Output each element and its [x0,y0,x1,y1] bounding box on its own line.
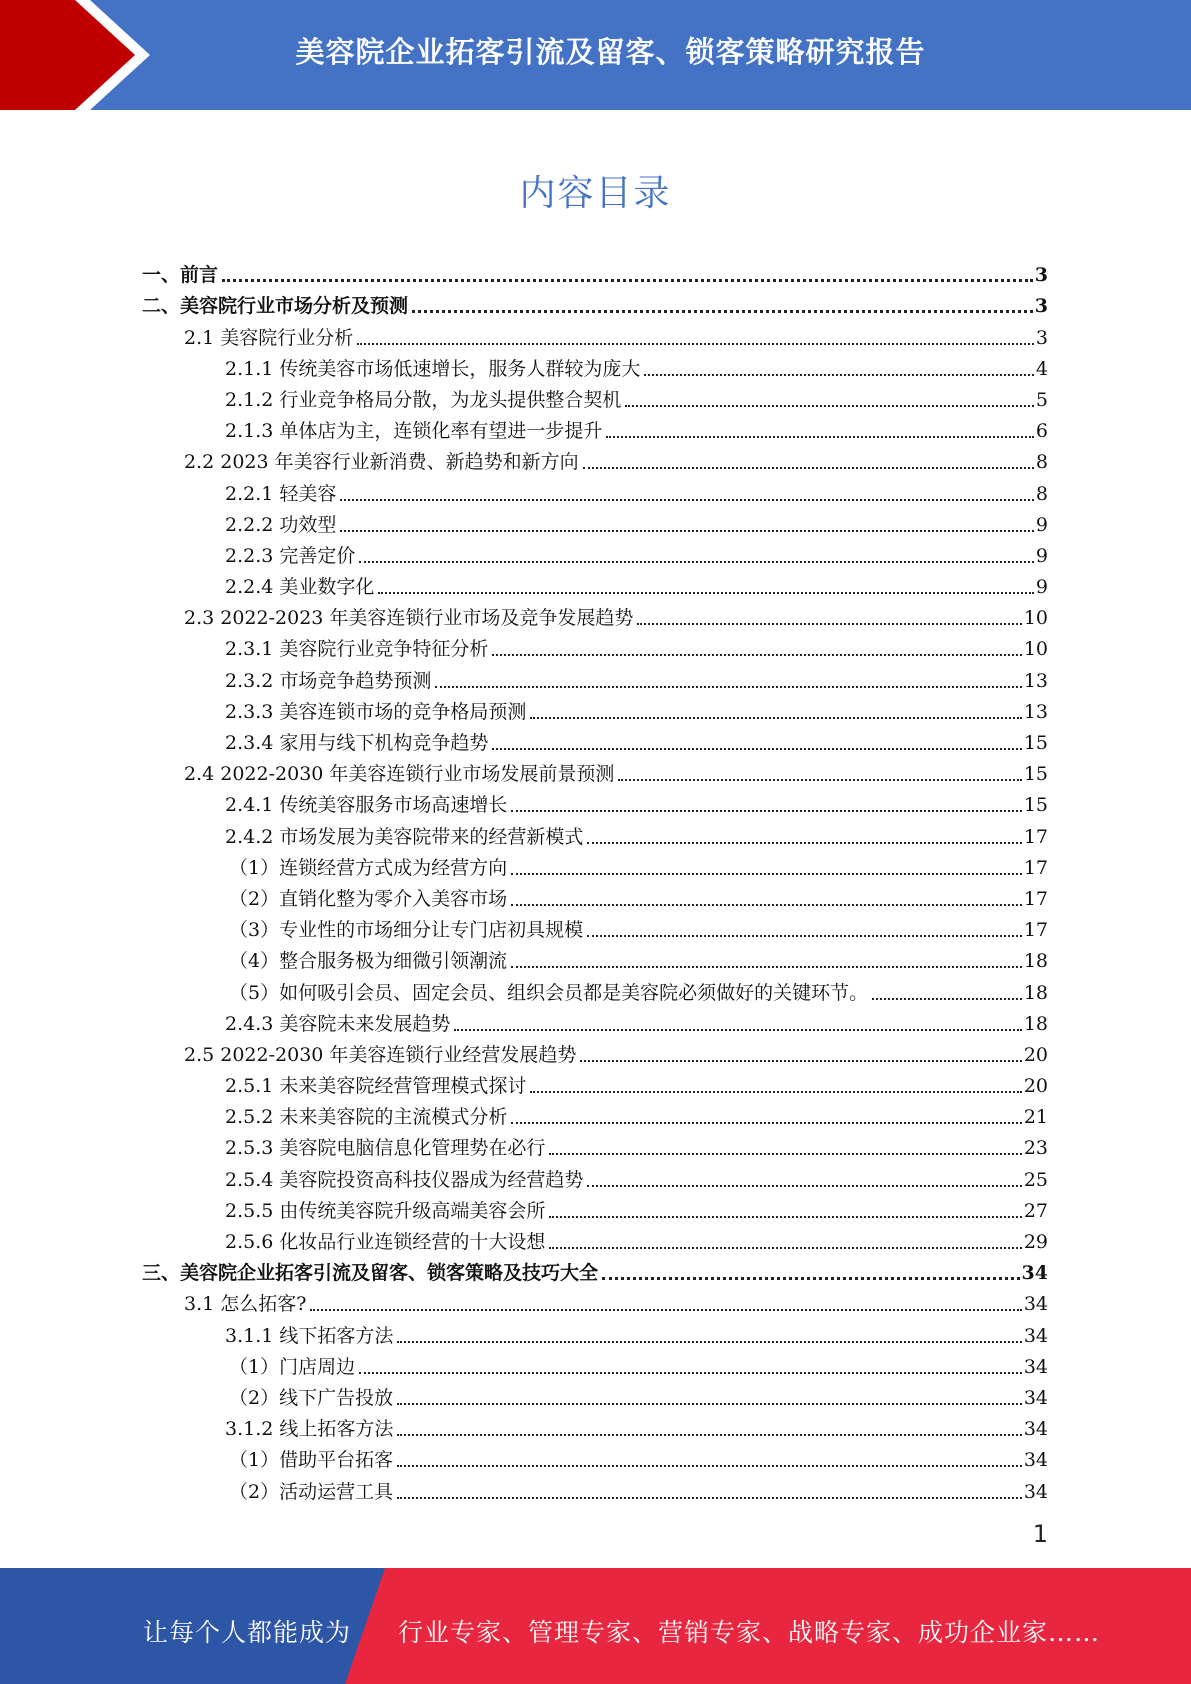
toc-entry[interactable] [142,1003,1048,1034]
toc-entry-page: 6 [1035,420,1048,443]
toc-dot-leader [359,1372,1022,1374]
toc-entry-title: （1）借助平台拓客 [229,1449,394,1472]
toc-dot-leader [378,592,1034,594]
toc-dot-leader [606,436,1034,438]
toc-entry-page: 4 [1035,357,1048,380]
toc-dot-leader [397,1497,1022,1499]
toc-entry[interactable] [142,1439,1048,1470]
toc-entry[interactable] [142,784,1048,815]
toc-entry-page: 34 [1023,1480,1048,1503]
toc-entry-title: 2.3.3 美容连锁市场的竞争格局预测 [225,700,527,723]
toc-entry[interactable] [142,878,1048,909]
toc-entry-title: 2.1.1 传统美容市场低速增长，服务人群较为庞大 [225,357,641,380]
toc-entry-page: 34 [1023,1355,1048,1378]
toc-dot-leader [511,1122,1021,1124]
toc-entry-page: 9 [1035,513,1048,536]
toc-dot-leader [549,1153,1021,1155]
toc-entry-page: 8 [1035,451,1048,474]
toc-dot-leader [511,966,1022,968]
toc-dot-leader [511,810,1021,812]
toc-entry-page: 17 [1023,825,1048,848]
toc-entry-title: 2.5.2 未来美容院的主流模式分析 [225,1106,508,1129]
toc-dot-leader [587,842,1021,844]
toc-entry[interactable] [142,659,1048,690]
toc-entry-title: 2.5.3 美容院电脑信息化管理势在必行 [225,1137,546,1160]
toc-entry-title: 2.2.3 完善定价 [225,544,356,567]
toc-entry[interactable] [142,1034,1048,1065]
toc-entry[interactable] [142,410,1048,441]
toc-entry-title: （2）活动运营工具 [229,1480,394,1503]
toc-entry[interactable] [142,1127,1048,1158]
toc-entry[interactable] [142,1221,1048,1252]
toc-entry-page: 15 [1023,763,1048,786]
toc-entry-title: 2.2.1 轻美容 [225,482,337,505]
toc-entry-page: 34 [1023,1418,1048,1441]
toc-entry-title: 3.1.1 线下拓客方法 [225,1324,394,1347]
toc-dot-leader [549,1216,1021,1218]
toc-dot-leader [397,1434,1021,1436]
toc-entry[interactable] [142,1190,1048,1221]
toc-dot-leader [310,1309,1021,1311]
toc-entry-title: 2.3.1 美容院行业竞争特征分析 [225,638,489,661]
toc-entry-page: 3 [1034,295,1048,318]
toc-entry[interactable] [142,691,1048,722]
page-number: 1 [1032,1520,1048,1548]
toc-dot-leader [222,279,1033,282]
toc-entry-page: 5 [1035,388,1048,411]
toc-entry-title: 3.1 怎么拓客? [184,1293,307,1316]
toc-dot-leader [644,374,1034,376]
toc-entry[interactable] [142,753,1048,784]
toc-dot-leader [625,405,1034,407]
toc-entry-page: 9 [1035,576,1048,599]
toc-entry-page: 25 [1023,1168,1048,1191]
toc-entry[interactable] [142,909,1048,940]
toc-entry-title: （1）门店周边 [229,1355,356,1378]
toc-dot-leader [637,623,1021,625]
toc-entry-page: 27 [1023,1199,1048,1222]
toc-entry-title: 3.1.2 线上拓客方法 [225,1418,394,1441]
toc-entry[interactable] [142,1314,1048,1345]
toc-entry[interactable] [142,847,1048,878]
toc-entry[interactable] [142,1065,1048,1096]
toc-dot-leader [618,779,1021,781]
toc-entry-title: 2.1.2 行业竞争格局分散，为龙头提供整合契机 [225,388,622,411]
toc-heading: 内容目录 [519,173,672,214]
toc-dot-leader [454,1029,1021,1031]
toc-entry-title: 一、前言 [142,264,219,287]
toc-entry-title: 2.3.2 市场竞争趋势预测 [225,669,432,692]
toc-dot-leader [340,499,1034,501]
toc-entry-page: 17 [1023,919,1048,942]
toc-entry[interactable] [142,1408,1048,1439]
toc-entry-title: 2.2.4 美业数字化 [225,576,375,599]
toc-entry[interactable] [142,1470,1048,1501]
toc-entry-title: 2.1 美容院行业分析 [184,326,354,349]
toc-entry-title: 2.5.6 化妆品行业连锁经营的十大设想 [225,1231,546,1253]
toc-entry-title: 2.4 2022-2030 年美容连锁行业市场发展前景预测 [184,763,615,786]
toc-dot-leader [511,904,1022,906]
toc-entry-title: 二、美容院行业市场分析及预测 [142,295,409,318]
toc-entry[interactable] [142,971,1048,1002]
toc-dot-leader [412,310,1033,313]
toc-entry[interactable] [142,316,1048,347]
toc-dot-leader [530,1091,1021,1093]
toc-entry-page: 34 [1023,1293,1048,1316]
toc-entry-page: 3 [1035,326,1048,349]
toc-entry[interactable] [142,628,1048,659]
toc-entry[interactable] [142,815,1048,846]
toc-dot-leader [587,935,1022,937]
toc-entry-title: （1）连锁经营方式成为经营方向 [229,856,508,879]
toc-entry[interactable] [142,535,1048,566]
toc-entry[interactable] [142,1346,1048,1377]
toc-entry-title: （4）整合服务极为细微引领潮流 [229,950,508,973]
toc-entry-page: 8 [1035,482,1048,505]
toc-entry-title: 三、美容院企业拓客引流及留客、锁客策略及技巧大全 [142,1262,599,1285]
footer-slogan-right: 行业专家、管理专家、营销专家、战略专家、成功企业家…… [398,1618,1101,1647]
toc-dot-leader [492,748,1021,750]
toc-entry-page: 29 [1023,1231,1048,1253]
toc-entry-page: 10 [1023,607,1048,630]
toc-dot-leader [549,1247,1021,1249]
toc-dot-leader [435,686,1021,688]
page-footer [0,1568,1191,1684]
toc-entry-title: 2.4.1 传统美容服务市场高速增长 [225,794,508,817]
toc-entry-title: 2.4.2 市场发展为美容院带来的经营新模式 [225,825,584,848]
toc-entry[interactable] [142,1283,1048,1314]
toc-entry[interactable] [142,472,1048,503]
toc-entry-page: 34 [1023,1386,1048,1409]
toc-entry-page: 34 [1023,1449,1048,1472]
toc-entry-title: 2.3.4 家用与线下机构竞争趋势 [225,732,489,754]
toc-entry[interactable] [142,722,1048,753]
toc-entry-title: 2.4.3 美容院未来发展趋势 [225,1012,451,1035]
toc-dot-leader [359,561,1034,563]
toc-entry-page: 3 [1034,264,1048,287]
toc-entry-page: 13 [1023,669,1048,692]
toc-dot-leader [580,1060,1021,1062]
toc-entry-title: 2.2 2023 年美容行业新消费、新趋势和新方向 [184,451,579,474]
toc-entry[interactable] [142,285,1048,316]
toc-entry-title: （2）线下广告投放 [229,1386,394,1409]
toc-entry[interactable] [142,441,1048,472]
toc-entry[interactable] [142,1158,1048,1189]
toc-entry-page: 34 [1021,1262,1048,1285]
toc-entry-page: 20 [1023,1043,1048,1066]
toc-entry-page: 34 [1023,1324,1048,1347]
toc-entry-page: 21 [1023,1106,1048,1129]
toc-entry-page: 17 [1023,856,1048,879]
toc-entry[interactable] [142,379,1048,410]
toc-entry-page: 18 [1023,981,1048,1004]
toc-entry-title: 2.1.3 单体店为主，连锁化率有望进一步提升 [225,420,603,443]
toc-entry-page: 18 [1023,1012,1048,1035]
toc-dot-leader [587,1185,1021,1187]
toc-entry-page: 15 [1023,794,1048,817]
toc-entry[interactable] [142,1377,1048,1408]
toc-dot-leader [511,873,1022,875]
toc-entry-page: 17 [1023,887,1048,910]
toc-entry-page: 23 [1023,1137,1048,1160]
toc-dot-leader [340,530,1034,532]
toc-entry-title: （2）直销化整为零介入美容市场 [229,887,508,910]
toc-entry[interactable] [142,1096,1048,1127]
toc-entry[interactable] [142,940,1048,971]
toc-entry-page: 18 [1023,950,1048,973]
page-header [0,0,1191,110]
toc-entry-page: 10 [1023,638,1048,661]
toc-entry-title: （5）如何吸引会员、固定会员、组织会员都是美容院必须做好的关键环节。 [229,981,869,1004]
toc-entry[interactable] [142,504,1048,535]
footer-slogan-left: 让每个人都能成为 [143,1618,352,1647]
toc-dot-leader [602,1277,1020,1280]
toc-dot-leader [357,343,1034,345]
toc-entry-title: 2.3 2022-2023 年美容连锁行业市场及竞争发展趋势 [184,607,634,630]
toc-entry-page: 9 [1035,544,1048,567]
toc-entry-title: 2.5.1 未来美容院经营管理模式探讨 [225,1075,527,1098]
toc-entry[interactable] [142,1252,1048,1283]
toc-entry[interactable] [142,566,1048,597]
toc-dot-leader [583,467,1034,469]
toc-entry-page: 15 [1023,732,1048,754]
toc-entry-title: 2.5.4 美容院投资高科技仪器成为经营趋势 [225,1168,584,1191]
toc-entry-title: 2.5.5 由传统美容院升级高端美容会所 [225,1199,546,1222]
toc-entry-title: 2.5 2022-2030 年美容连锁行业经营发展趋势 [184,1043,577,1066]
toc-entry[interactable] [142,254,1048,285]
toc-dot-leader [492,654,1021,656]
toc-dot-leader [397,1465,1022,1467]
toc-entry[interactable] [142,348,1048,379]
toc-entry-title: （3）专业性的市场细分让专门店初具规模 [229,919,584,942]
table-of-contents [142,254,1048,1502]
toc-dot-leader [530,717,1021,719]
toc-entry[interactable] [142,597,1048,628]
toc-entry-page: 20 [1023,1075,1048,1098]
toc-dot-leader [397,1403,1022,1405]
toc-dot-leader [872,998,1022,1000]
report-title: 美容院企业拓客引流及留客、锁客策略研究报告 [295,35,926,69]
toc-dot-leader [397,1341,1021,1343]
toc-entry-title: 2.2.2 功效型 [225,513,337,536]
toc-entry-page: 13 [1023,700,1048,723]
